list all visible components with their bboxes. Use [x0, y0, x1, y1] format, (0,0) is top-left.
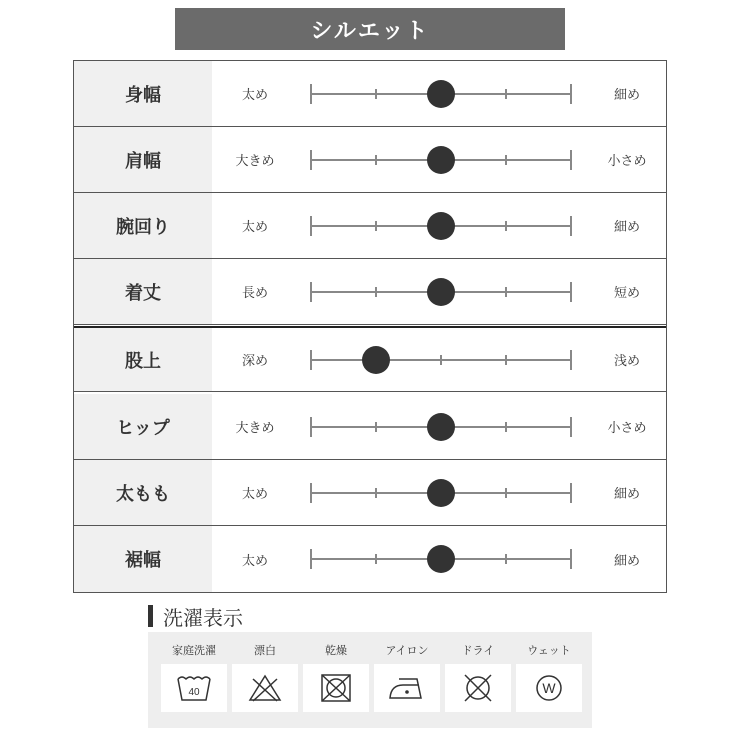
fit-scale: [310, 526, 572, 592]
fit-scale: [310, 127, 572, 192]
scale-tick: [310, 483, 312, 503]
silhouette-table: [73, 60, 667, 593]
scale-marker: [427, 278, 455, 306]
no-bleach-icon: [232, 664, 298, 712]
scale-marker: [427, 212, 455, 240]
table-row: [74, 460, 666, 526]
silhouette-title: シルエット: [175, 8, 565, 50]
care-heading: [148, 603, 243, 629]
scale-tick: [375, 554, 377, 564]
scale-tick: [375, 488, 377, 498]
row-label: 身幅: [74, 61, 212, 126]
scale-tick: [505, 287, 507, 297]
scale-marker: [427, 146, 455, 174]
scale-tick: [570, 549, 572, 569]
care-label: ウェット: [527, 644, 571, 657]
table-row: [74, 61, 666, 127]
fit-scale: [310, 61, 572, 126]
table-row: [74, 526, 666, 592]
left-word: 太め: [241, 220, 268, 235]
care-item-dry: [303, 632, 369, 728]
fit-scale: [310, 460, 572, 525]
scale-tick: [310, 549, 312, 569]
no-tumble-dry-icon: [303, 664, 369, 712]
fit-scale: [310, 394, 572, 459]
scale-tick: [375, 221, 377, 231]
scale-tick: [505, 488, 507, 498]
scale-tick: [570, 417, 572, 437]
scale-tick: [310, 150, 312, 170]
left-word: 太め: [241, 88, 268, 103]
row-label: 裾幅: [74, 526, 212, 592]
scale-tick: [570, 150, 572, 170]
scale-marker: [427, 413, 455, 441]
scale-tick: [570, 216, 572, 236]
right-word: 浅め: [613, 354, 640, 369]
scale-tick: [375, 89, 377, 99]
scale-tick: [570, 483, 572, 503]
care-item-home-wash: [161, 632, 227, 728]
left-word: 深め: [241, 354, 268, 369]
scale-tick: [310, 216, 312, 236]
care-item-wet-clean: [516, 632, 582, 728]
table-row: [74, 259, 666, 325]
care-heading-text: 洗濯表示: [163, 605, 243, 630]
scale-tick: [505, 221, 507, 231]
right-word: 小さめ: [607, 154, 647, 169]
care-label: ドライ: [461, 644, 495, 657]
row-label: 股上: [74, 328, 212, 391]
left-word: 長め: [241, 286, 268, 301]
fit-scale: [310, 328, 572, 391]
scale-marker: [427, 479, 455, 507]
right-word: 細め: [613, 220, 640, 235]
scale-tick: [505, 155, 507, 165]
left-word: 太め: [241, 487, 268, 502]
scale-tick: [505, 355, 507, 365]
row-label: 着丈: [74, 259, 212, 324]
scale-tick: [440, 355, 442, 365]
scale-tick: [570, 84, 572, 104]
row-label: 腕回り: [74, 193, 212, 258]
scale-tick: [310, 350, 312, 370]
care-label: アイロン: [385, 644, 429, 657]
scale-tick: [375, 155, 377, 165]
scale-marker: [427, 80, 455, 108]
wet-clean-letter: W: [542, 680, 556, 696]
left-word: 太め: [241, 553, 268, 569]
fit-scale: [310, 259, 572, 324]
right-word: 小さめ: [607, 421, 647, 436]
scale-marker: [362, 346, 390, 374]
left-word: 大きめ: [235, 154, 275, 169]
row-label: ヒップ: [74, 394, 212, 459]
wash-tub-40-icon: [161, 664, 227, 712]
scale-tick: [310, 84, 312, 104]
right-word: 細め: [613, 88, 640, 103]
table-row: [74, 326, 666, 392]
scale-tick: [505, 422, 507, 432]
care-item-dry-clean: [445, 632, 511, 728]
right-word: 短め: [613, 286, 640, 301]
care-label: 漂白: [254, 644, 276, 657]
care-label: 乾燥: [325, 644, 347, 657]
care-panel: [148, 632, 592, 728]
wash-temperature: 40: [188, 687, 200, 698]
scale-marker: [427, 545, 455, 573]
table-row: [74, 394, 666, 460]
scale-tick: [310, 282, 312, 302]
wet-clean-icon: [516, 664, 582, 712]
no-dry-clean-icon: [445, 664, 511, 712]
scale-tick: [570, 350, 572, 370]
row-label: 太もも: [74, 460, 212, 525]
scale-tick: [375, 422, 377, 432]
scale-tick: [570, 282, 572, 302]
heading-bar: [148, 605, 153, 627]
right-word: 細め: [613, 487, 640, 502]
care-item-bleach: [232, 632, 298, 728]
scale-tick: [310, 417, 312, 437]
right-word: 細め: [613, 553, 640, 569]
scale-tick: [375, 287, 377, 297]
scale-tick: [505, 554, 507, 564]
table-row: [74, 193, 666, 259]
fit-scale: [310, 193, 572, 258]
care-label: 家庭洗濯: [172, 644, 216, 657]
row-label: 肩幅: [74, 127, 212, 192]
table-row: [74, 127, 666, 193]
scale-tick: [505, 89, 507, 99]
left-word: 大きめ: [235, 421, 275, 436]
care-item-iron: [374, 632, 440, 728]
iron-low-icon: [374, 664, 440, 712]
